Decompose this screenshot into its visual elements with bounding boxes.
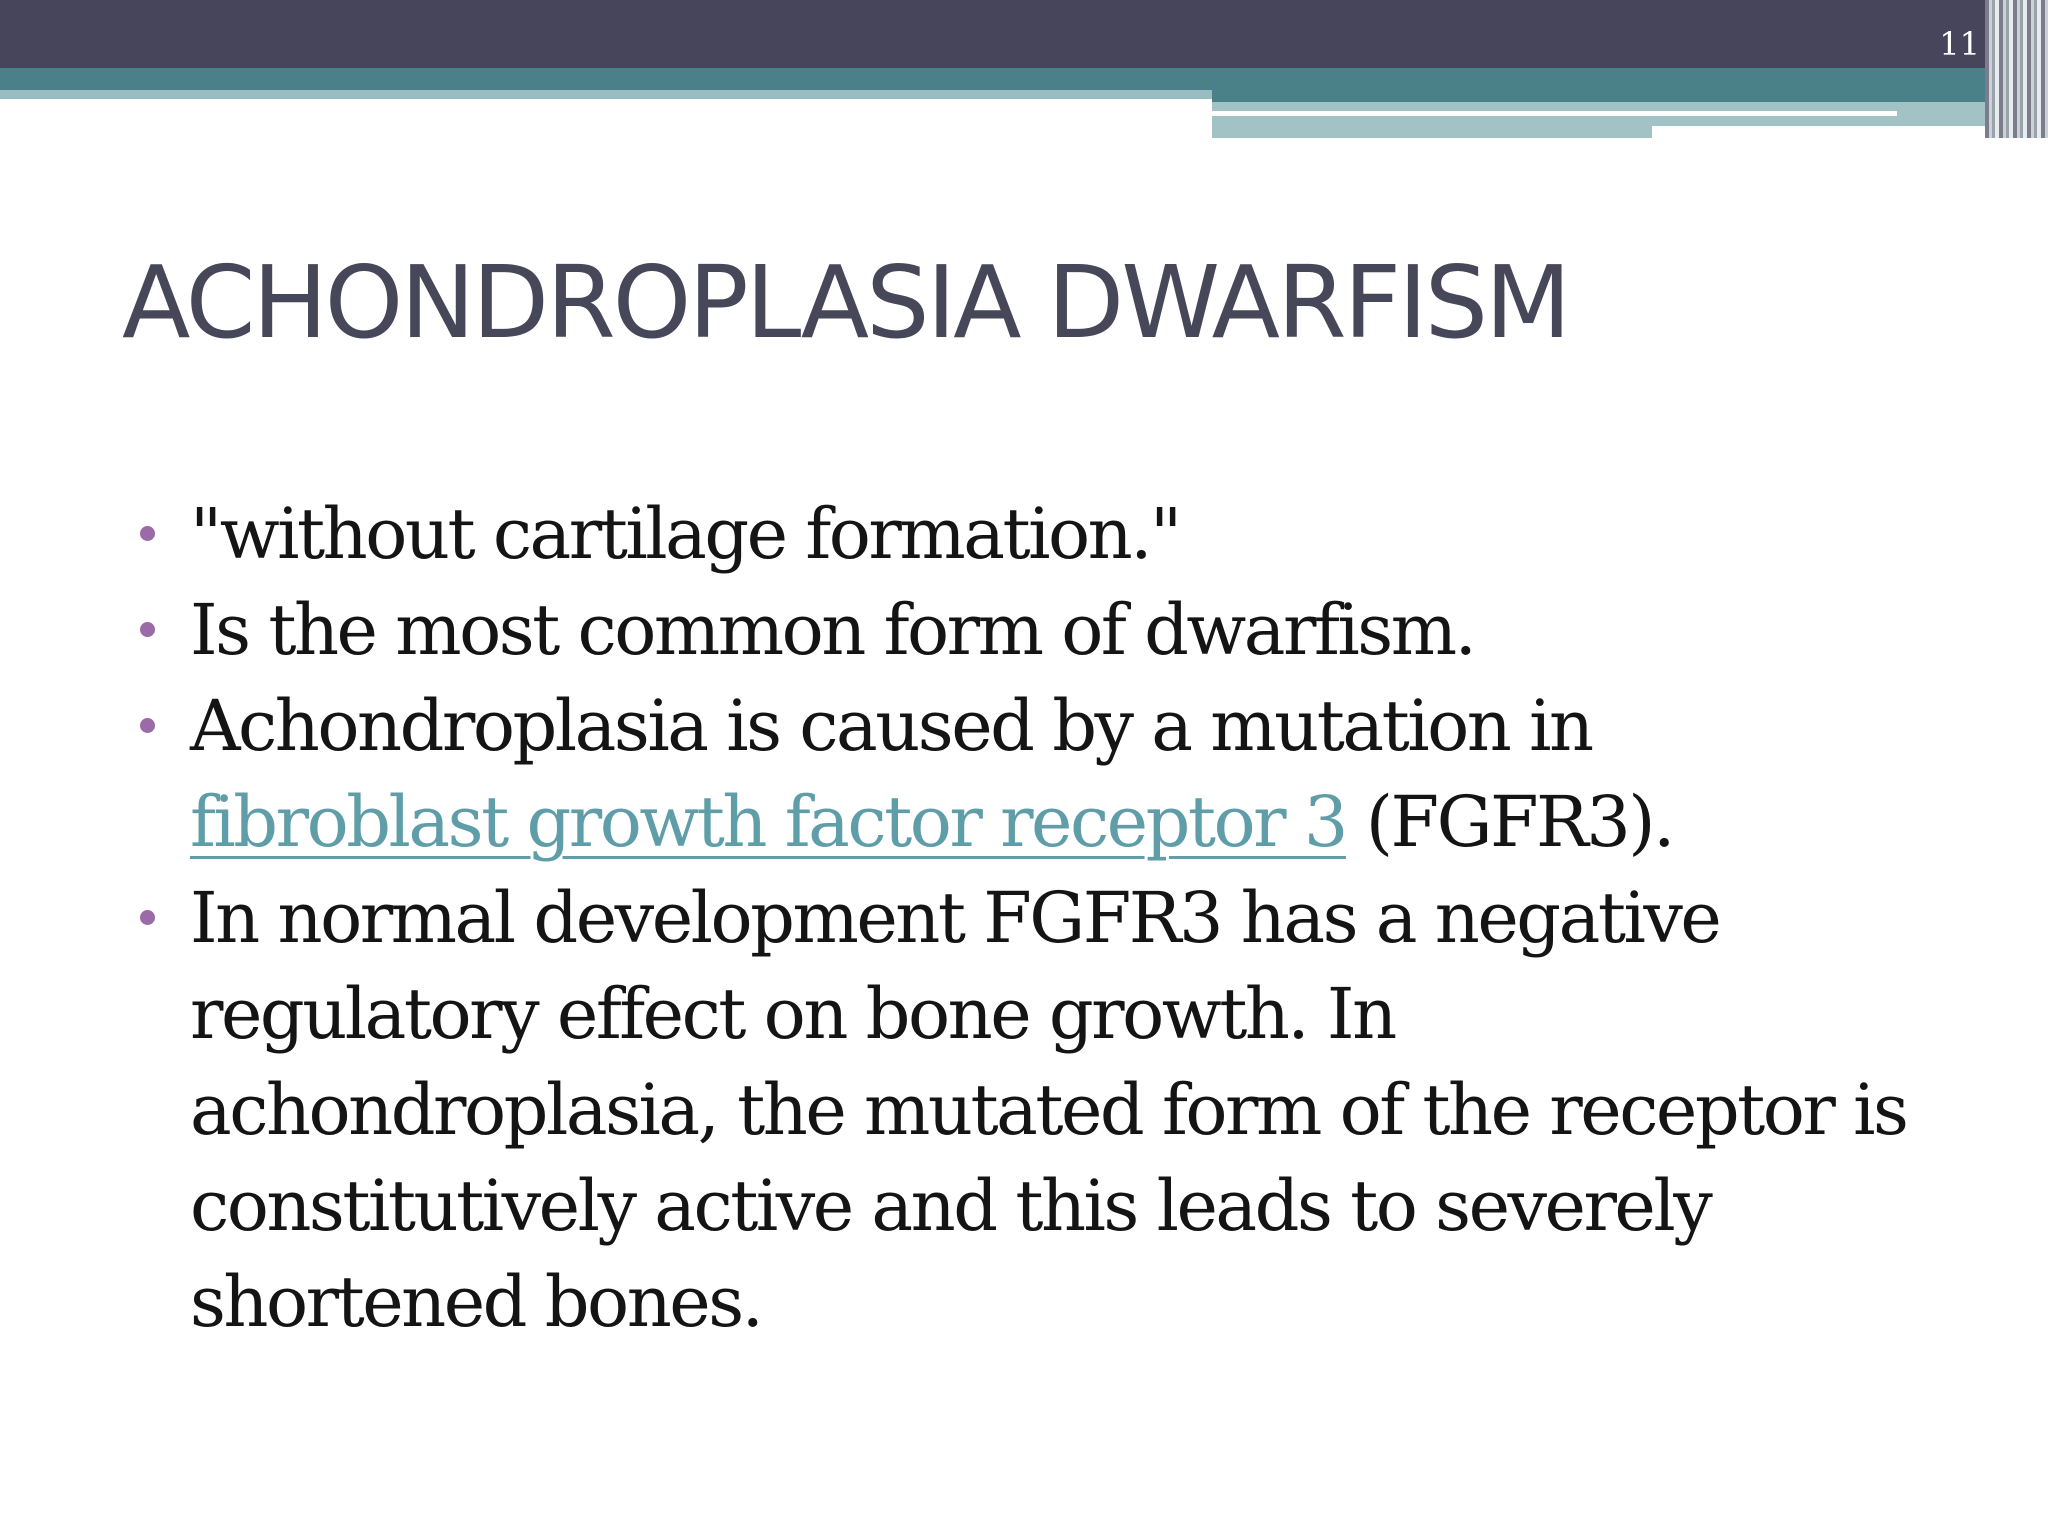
bullet-text: (FGFR3).	[1345, 781, 1673, 863]
header-right-stripes	[1985, 0, 2048, 138]
bullet-text: "without cartilage formation."	[190, 493, 1180, 575]
bullet-dot-icon	[140, 910, 155, 925]
header-band-white-line	[1212, 111, 1897, 116]
bullet-text: In normal development FGFR3 has a negative regulatory effect on bone growth. In achondroplasia, the mutated form of the receptor is constitutively active and this leads to severely shortened bones.	[190, 877, 1907, 1343]
bullet-item	[128, 486, 1928, 582]
bullet-text: Achondroplasia is caused by a mutation in	[190, 685, 1592, 767]
slide-title: ACHONDROPLASIA DWARFISM	[122, 244, 1569, 361]
fgfr3-link[interactable]: fibroblast growth factor receptor 3	[190, 781, 1346, 863]
bullet-item	[128, 678, 1928, 870]
header-band-teal-left	[0, 68, 1212, 90]
bullet-item	[128, 870, 1928, 1350]
header-band-teal-right	[1212, 68, 1992, 102]
header-band-teal-thin	[0, 90, 1212, 99]
bullet-item	[128, 582, 1928, 678]
header-band-dark	[0, 0, 2048, 68]
bullet-dot-icon	[140, 622, 155, 637]
slide-number: 11	[1939, 25, 1980, 63]
bullet-text: Is the most common form of dwarfism.	[190, 589, 1475, 671]
bullet-dot-icon	[140, 526, 155, 541]
bullet-dot-icon	[140, 718, 155, 733]
header-band-light-step	[1212, 126, 1652, 138]
bullet-list	[128, 486, 1928, 1350]
